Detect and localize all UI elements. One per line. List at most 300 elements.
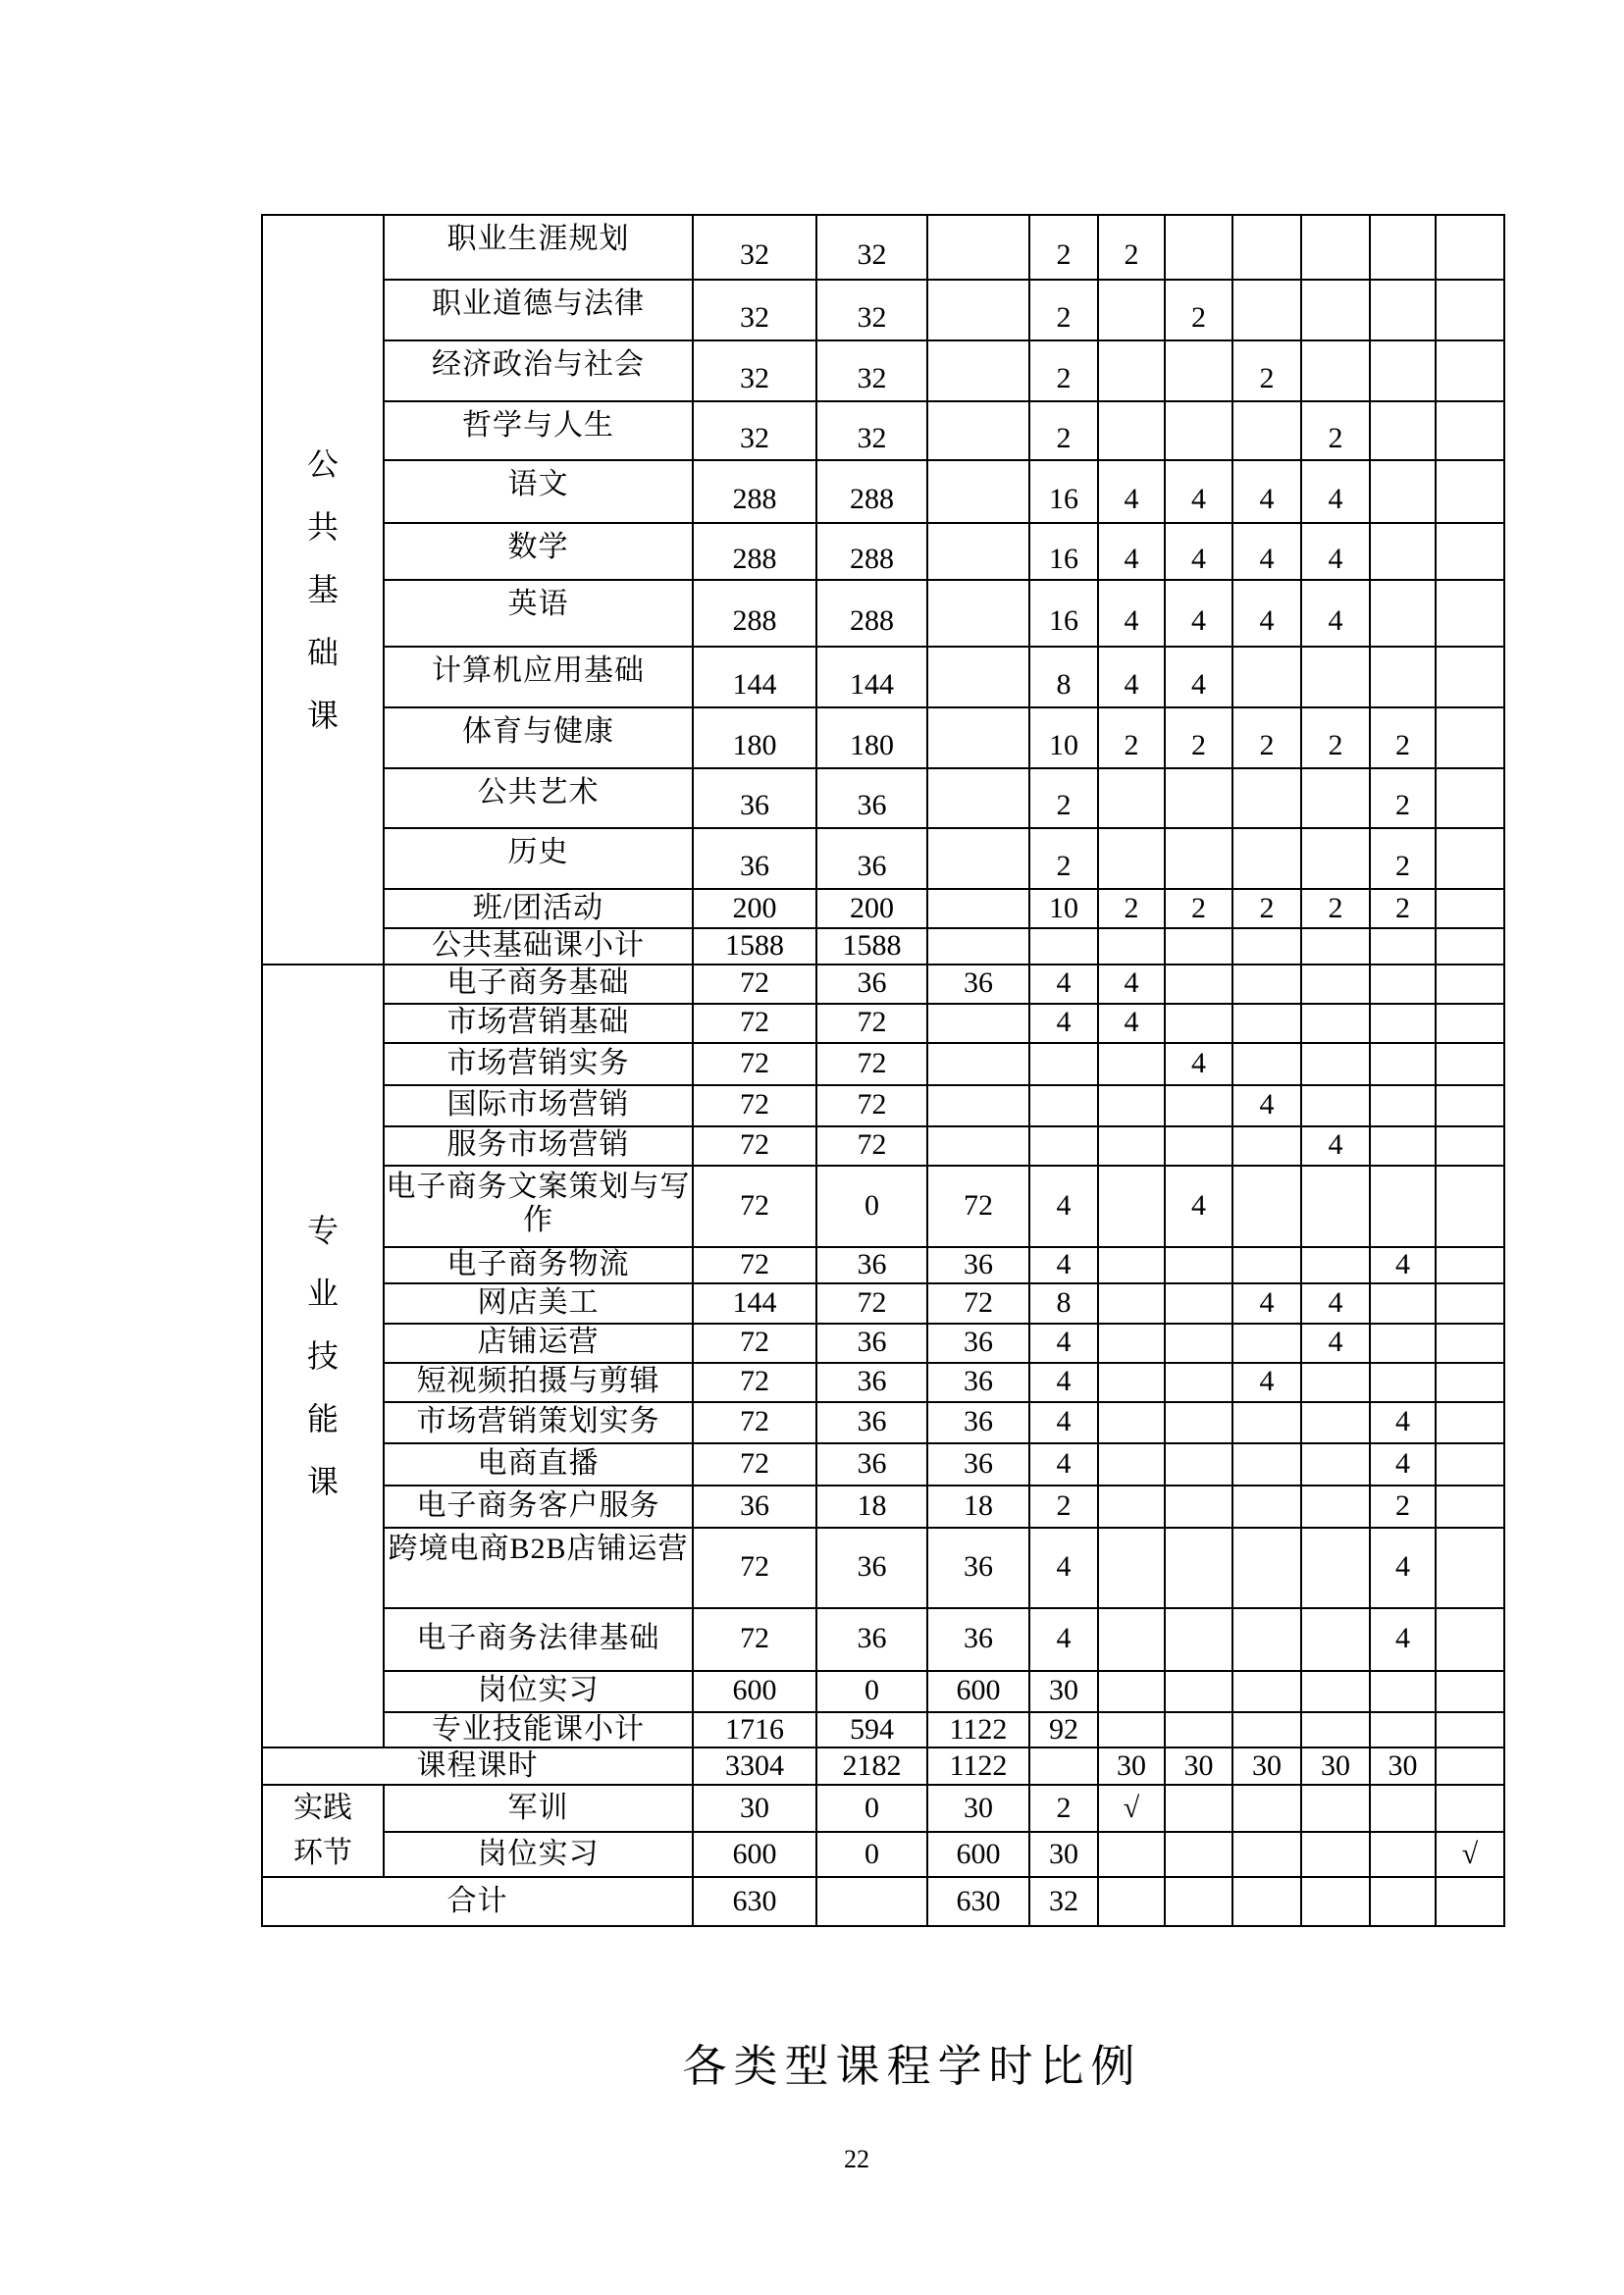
semester-2-cell (1165, 1877, 1232, 1926)
semester-4-cell (1301, 215, 1370, 280)
table-row (262, 215, 1504, 280)
table-row (262, 1486, 1504, 1528)
semester-3-cell (1232, 928, 1301, 965)
semester-1-cell (1098, 1324, 1165, 1363)
semester-1-cell (1098, 1363, 1165, 1402)
table-row (262, 523, 1504, 580)
table-row (262, 1004, 1504, 1043)
theory-hours-cell: 72 (816, 1085, 927, 1126)
semester-5-cell: 4 (1370, 1402, 1436, 1443)
semester-6-cell (1436, 1608, 1504, 1671)
semester-5-cell (1370, 1126, 1436, 1166)
practice-hours-cell: 1122 (927, 1747, 1029, 1785)
course-name-cell: 电商直播 (384, 1443, 693, 1486)
semester-2-cell (1165, 1608, 1232, 1671)
semester-6-cell (1436, 280, 1504, 340)
semester-4-cell (1301, 1166, 1370, 1247)
semester-3-cell (1232, 1671, 1301, 1712)
semester-1-cell (1098, 1877, 1165, 1926)
semester-4-cell (1301, 965, 1370, 1004)
semester-1-cell (1098, 1085, 1165, 1126)
section-group-cell (262, 215, 384, 965)
table-row (262, 280, 1504, 340)
theory-hours-cell: 144 (816, 647, 927, 707)
theory-hours-cell: 2182 (816, 1747, 927, 1785)
semester-6-cell (1436, 1126, 1504, 1166)
semester-5-cell (1370, 1363, 1436, 1402)
total-hours-cell: 288 (693, 460, 816, 523)
semester-4-cell (1301, 1247, 1370, 1283)
course-name-cell: 经济政治与社会 (384, 340, 693, 401)
semester-2-cell (1165, 1283, 1232, 1324)
section-group-label: 环节 (293, 1837, 352, 1869)
semester-3-cell: 2 (1232, 889, 1301, 928)
credits-cell: 16 (1029, 580, 1098, 647)
theory-hours-cell: 1588 (816, 928, 927, 965)
semester-2-cell: 4 (1165, 523, 1232, 580)
theory-hours-cell: 36 (816, 1247, 927, 1283)
theory-hours-cell: 32 (816, 401, 927, 460)
semester-4-cell (1301, 1363, 1370, 1402)
semester-2-cell: 4 (1165, 460, 1232, 523)
semester-4-cell (1301, 1785, 1370, 1832)
total-hours-cell: 72 (693, 1363, 816, 1402)
semester-5-cell (1370, 1785, 1436, 1832)
practice-hours-cell: 36 (927, 965, 1029, 1004)
semester-5-cell: 4 (1370, 1247, 1436, 1283)
credits-cell: 4 (1029, 1402, 1098, 1443)
semester-5-cell: 2 (1370, 768, 1436, 828)
semester-3-cell (1232, 1402, 1301, 1443)
page-number: 22 (844, 2145, 869, 2173)
semester-6-cell (1436, 928, 1504, 965)
semester-6-cell (1436, 1747, 1504, 1785)
semester-4-cell (1301, 928, 1370, 965)
credits-cell: 2 (1029, 1785, 1098, 1832)
semester-5-cell: 2 (1370, 828, 1436, 889)
table-row (262, 1283, 1504, 1324)
section-group-label: 能 (306, 1400, 339, 1436)
semester-3-cell (1232, 401, 1301, 460)
credits-cell: 4 (1029, 1166, 1098, 1247)
semester-4-cell (1301, 1712, 1370, 1748)
total-hours-cell: 288 (693, 523, 816, 580)
table-row (262, 1247, 1504, 1283)
semester-6-cell (1436, 1324, 1504, 1363)
course-name-cell: 岗位实习 (384, 1832, 693, 1877)
semester-6-cell (1436, 1004, 1504, 1043)
semester-3-cell (1232, 647, 1301, 707)
semester-2-cell (1165, 1528, 1232, 1608)
semester-3-cell (1232, 1712, 1301, 1748)
section-group-label: 业 (306, 1275, 339, 1311)
credits-cell: 16 (1029, 523, 1098, 580)
table-row (262, 460, 1504, 523)
semester-2-cell (1165, 965, 1232, 1004)
semester-4-cell: 4 (1301, 523, 1370, 580)
table-row (262, 1363, 1504, 1402)
semester-3-cell (1232, 965, 1301, 1004)
theory-hours-cell: 32 (816, 215, 927, 280)
course-name-cell: 语文 (384, 460, 693, 523)
theory-hours-cell: 36 (816, 1363, 927, 1402)
semester-2-cell (1165, 928, 1232, 965)
semester-6-cell (1436, 1877, 1504, 1926)
semester-5-cell (1370, 1324, 1436, 1363)
semester-5-cell (1370, 1085, 1436, 1126)
practice-hours-cell (927, 647, 1029, 707)
course-name-cell: 电子商务客户服务 (384, 1486, 693, 1528)
semester-5-cell: 2 (1370, 707, 1436, 768)
semester-4-cell (1301, 1671, 1370, 1712)
theory-hours-cell: 0 (816, 1166, 927, 1247)
course-name-cell: 历史 (384, 828, 693, 889)
semester-6-cell (1436, 647, 1504, 707)
semester-5-cell (1370, 215, 1436, 280)
course-name-cell: 职业道德与法律 (384, 280, 693, 340)
semester-4-cell (1301, 828, 1370, 889)
practice-hours-cell (927, 215, 1029, 280)
course-name-cell: 国际市场营销 (384, 1085, 693, 1126)
semester-6-cell (1436, 1671, 1504, 1712)
semester-3-cell (1232, 768, 1301, 828)
semester-3-cell (1232, 1004, 1301, 1043)
course-name-cell: 网店美工 (384, 1283, 693, 1324)
semester-1-cell (1098, 1671, 1165, 1712)
total-hours-cell: 630 (693, 1877, 816, 1926)
theory-hours-cell: 36 (816, 1528, 927, 1608)
semester-3-cell (1232, 215, 1301, 280)
semester-1-cell (1098, 768, 1165, 828)
semester-1-cell: 4 (1098, 580, 1165, 647)
semester-4-cell (1301, 340, 1370, 401)
total-hours-cell: 72 (693, 1528, 816, 1608)
semester-2-cell (1165, 1085, 1232, 1126)
semester-2-cell (1165, 828, 1232, 889)
semester-2-cell: 4 (1165, 1043, 1232, 1085)
theory-hours-cell: 72 (816, 1004, 927, 1043)
semester-3-cell (1232, 1832, 1301, 1877)
semester-5-cell (1370, 1166, 1436, 1247)
semester-3-cell (1232, 828, 1301, 889)
semester-6-cell (1436, 580, 1504, 647)
semester-1-cell: 30 (1098, 1747, 1165, 1785)
semester-1-cell (1098, 1443, 1165, 1486)
semester-6-cell (1436, 1528, 1504, 1608)
section-group-label: 础 (306, 634, 339, 670)
semester-1-cell (1098, 401, 1165, 460)
total-hours-cell: 200 (693, 889, 816, 928)
semester-2-cell: 30 (1165, 1747, 1232, 1785)
semester-4-cell: 30 (1301, 1747, 1370, 1785)
section-group-cell (262, 965, 384, 1748)
credits-cell: 92 (1029, 1712, 1098, 1748)
semester-1-cell (1098, 1126, 1165, 1166)
semester-4-cell (1301, 1443, 1370, 1486)
practice-hours-cell: 1122 (927, 1712, 1029, 1748)
semester-1-cell: √ (1098, 1785, 1165, 1832)
practice-hours-cell (927, 280, 1029, 340)
semester-1-cell (1098, 340, 1165, 401)
semester-5-cell: 4 (1370, 1443, 1436, 1486)
theory-hours-cell: 36 (816, 1443, 927, 1486)
course-name-cell: 合计 (262, 1877, 693, 1926)
theory-hours-cell: 594 (816, 1712, 927, 1748)
practice-hours-cell: 600 (927, 1832, 1029, 1877)
semester-5-cell: 4 (1370, 1608, 1436, 1671)
practice-hours-cell (927, 928, 1029, 965)
total-hours-cell: 36 (693, 828, 816, 889)
table-row (262, 1608, 1504, 1671)
theory-hours-cell (816, 1877, 927, 1926)
semester-5-cell (1370, 1712, 1436, 1748)
practice-hours-cell: 630 (927, 1877, 1029, 1926)
semester-3-cell: 2 (1232, 707, 1301, 768)
table-row (262, 889, 1504, 928)
semester-2-cell (1165, 1832, 1232, 1877)
practice-hours-cell: 72 (927, 1166, 1029, 1247)
semester-4-cell: 4 (1301, 1283, 1370, 1324)
total-hours-cell: 144 (693, 647, 816, 707)
practice-hours-cell (927, 1126, 1029, 1166)
semester-6-cell (1436, 707, 1504, 768)
total-hours-cell: 72 (693, 1443, 816, 1486)
credits-cell: 2 (1029, 828, 1098, 889)
semester-3-cell: 4 (1232, 1085, 1301, 1126)
table-row (262, 1166, 1504, 1247)
semester-6-cell (1436, 460, 1504, 523)
semester-3-cell (1232, 1443, 1301, 1486)
credits-cell: 2 (1029, 768, 1098, 828)
semester-1-cell (1098, 828, 1165, 889)
semester-6-cell (1436, 401, 1504, 460)
semester-4-cell: 4 (1301, 1126, 1370, 1166)
semester-2-cell: 2 (1165, 889, 1232, 928)
semester-2-cell (1165, 768, 1232, 828)
practice-hours-cell (927, 889, 1029, 928)
semester-1-cell (1098, 280, 1165, 340)
semester-4-cell: 4 (1301, 1324, 1370, 1363)
credits-cell: 10 (1029, 889, 1098, 928)
semester-5-cell (1370, 1043, 1436, 1085)
theory-hours-cell: 0 (816, 1671, 927, 1712)
semester-4-cell (1301, 280, 1370, 340)
table-row (262, 340, 1504, 401)
section-group-label: 实践 (293, 1792, 352, 1824)
credits-cell: 30 (1029, 1832, 1098, 1877)
theory-hours-cell: 72 (816, 1126, 927, 1166)
credits-cell: 4 (1029, 1004, 1098, 1043)
theory-hours-cell: 36 (816, 768, 927, 828)
curriculum-table (261, 214, 1505, 1927)
total-hours-cell: 72 (693, 1402, 816, 1443)
semester-5-cell (1370, 340, 1436, 401)
course-name-cell: 服务市场营销 (384, 1126, 693, 1166)
table-row (262, 1832, 1504, 1877)
theory-hours-cell: 18 (816, 1486, 927, 1528)
total-hours-cell: 72 (693, 1085, 816, 1126)
semester-3-cell (1232, 1608, 1301, 1671)
credits-cell: 2 (1029, 1486, 1098, 1528)
semester-5-cell (1370, 280, 1436, 340)
course-name-cell: 专业技能课小计 (384, 1712, 693, 1748)
semester-2-cell: 4 (1165, 580, 1232, 647)
credits-cell (1029, 1085, 1098, 1126)
practice-hours-cell (927, 707, 1029, 768)
theory-hours-cell: 0 (816, 1832, 927, 1877)
semester-3-cell (1232, 1486, 1301, 1528)
practice-hours-cell: 18 (927, 1486, 1029, 1528)
course-name-cell: 市场营销策划实务 (384, 1402, 693, 1443)
semester-3-cell: 4 (1232, 580, 1301, 647)
semester-4-cell (1301, 1402, 1370, 1443)
semester-6-cell (1436, 1283, 1504, 1324)
section-group-cell (262, 1785, 384, 1877)
practice-hours-cell (927, 1085, 1029, 1126)
semester-5-cell (1370, 647, 1436, 707)
course-name-cell: 电子商务基础 (384, 965, 693, 1004)
semester-6-cell (1436, 1085, 1504, 1126)
course-name-cell: 数学 (384, 523, 693, 580)
credits-cell: 4 (1029, 1247, 1098, 1283)
semester-6-cell (1436, 340, 1504, 401)
table-row (262, 1747, 1504, 1785)
theory-hours-cell: 288 (816, 460, 927, 523)
semester-1-cell: 4 (1098, 1004, 1165, 1043)
credits-cell: 4 (1029, 1443, 1098, 1486)
semester-3-cell: 2 (1232, 340, 1301, 401)
course-name-cell: 市场营销基础 (384, 1004, 693, 1043)
semester-1-cell: 4 (1098, 460, 1165, 523)
semester-1-cell (1098, 1528, 1165, 1608)
semester-2-cell (1165, 1363, 1232, 1402)
semester-6-cell (1436, 1247, 1504, 1283)
total-hours-cell: 3304 (693, 1747, 816, 1785)
section-group-label: 公 (306, 445, 339, 482)
credits-cell: 4 (1029, 1363, 1098, 1402)
credits-cell: 32 (1029, 1877, 1098, 1926)
course-name-cell: 计算机应用基础 (384, 647, 693, 707)
total-hours-cell: 36 (693, 768, 816, 828)
semester-6-cell (1436, 1443, 1504, 1486)
credits-cell: 16 (1029, 460, 1098, 523)
practice-hours-cell: 36 (927, 1443, 1029, 1486)
total-hours-cell: 72 (693, 1247, 816, 1283)
semester-1-cell: 4 (1098, 523, 1165, 580)
total-hours-cell: 72 (693, 1004, 816, 1043)
credits-cell: 8 (1029, 647, 1098, 707)
table-row (262, 1126, 1504, 1166)
semester-5-cell (1370, 1004, 1436, 1043)
total-hours-cell: 600 (693, 1832, 816, 1877)
table-row (262, 647, 1504, 707)
semester-3-cell (1232, 1324, 1301, 1363)
theory-hours-cell: 72 (816, 1043, 927, 1085)
credits-cell: 2 (1029, 280, 1098, 340)
total-hours-cell: 32 (693, 401, 816, 460)
semester-4-cell (1301, 1085, 1370, 1126)
section-group-label: 共 (306, 508, 339, 545)
semester-1-cell (1098, 1486, 1165, 1528)
semester-4-cell (1301, 1486, 1370, 1528)
semester-3-cell: 4 (1232, 523, 1301, 580)
section-group-label: 基 (306, 571, 339, 607)
semester-3-cell: 30 (1232, 1747, 1301, 1785)
semester-1-cell (1098, 1402, 1165, 1443)
semester-2-cell (1165, 401, 1232, 460)
semester-2-cell (1165, 1126, 1232, 1166)
section-group-label: 课 (306, 697, 339, 733)
semester-6-cell (1436, 523, 1504, 580)
semester-2-cell (1165, 215, 1232, 280)
semester-1-cell (1098, 1832, 1165, 1877)
section-group-label: 课 (306, 1463, 339, 1499)
semester-3-cell (1232, 1528, 1301, 1608)
semester-4-cell (1301, 1043, 1370, 1085)
semester-6-cell (1436, 1486, 1504, 1528)
semester-2-cell (1165, 1402, 1232, 1443)
semester-5-cell (1370, 401, 1436, 460)
semester-6-cell (1436, 1166, 1504, 1247)
credits-cell (1029, 1043, 1098, 1085)
semester-4-cell: 2 (1301, 401, 1370, 460)
theory-hours-cell: 180 (816, 707, 927, 768)
semester-2-cell (1165, 1785, 1232, 1832)
semester-6-cell (1436, 1712, 1504, 1748)
practice-hours-cell: 600 (927, 1671, 1029, 1712)
credits-cell: 30 (1029, 1671, 1098, 1712)
course-name-cell: 课程课时 (262, 1747, 693, 1785)
table-row (262, 401, 1504, 460)
semester-3-cell: 4 (1232, 460, 1301, 523)
table-row (262, 768, 1504, 828)
semester-6-cell (1436, 1402, 1504, 1443)
semester-6-cell (1436, 215, 1504, 280)
theory-hours-cell: 72 (816, 1283, 927, 1324)
total-hours-cell: 288 (693, 580, 816, 647)
course-name-cell: 电子商务法律基础 (384, 1608, 693, 1671)
credits-cell: 4 (1029, 1528, 1098, 1608)
semester-2-cell: 4 (1165, 1166, 1232, 1247)
theory-hours-cell: 36 (816, 1402, 927, 1443)
theory-hours-cell: 36 (816, 965, 927, 1004)
practice-hours-cell (927, 1043, 1029, 1085)
semester-1-cell: 2 (1098, 215, 1165, 280)
table-row (262, 1085, 1504, 1126)
credits-cell: 8 (1029, 1283, 1098, 1324)
total-hours-cell: 180 (693, 707, 816, 768)
theory-hours-cell: 36 (816, 828, 927, 889)
semester-5-cell (1370, 1671, 1436, 1712)
total-hours-cell: 72 (693, 1166, 816, 1247)
practice-hours-cell (927, 768, 1029, 828)
credits-cell: 2 (1029, 215, 1098, 280)
table-row (262, 965, 1504, 1004)
semester-1-cell: 2 (1098, 889, 1165, 928)
semester-4-cell (1301, 647, 1370, 707)
total-hours-cell: 72 (693, 1126, 816, 1166)
theory-hours-cell: 0 (816, 1785, 927, 1832)
total-hours-cell: 144 (693, 1283, 816, 1324)
theory-hours-cell: 288 (816, 523, 927, 580)
theory-hours-cell: 288 (816, 580, 927, 647)
semester-5-cell: 4 (1370, 1528, 1436, 1608)
semester-2-cell (1165, 1712, 1232, 1748)
course-name-cell: 公共艺术 (384, 768, 693, 828)
course-name-cell: 班/团活动 (384, 889, 693, 928)
theory-hours-cell: 32 (816, 280, 927, 340)
semester-4-cell (1301, 1832, 1370, 1877)
